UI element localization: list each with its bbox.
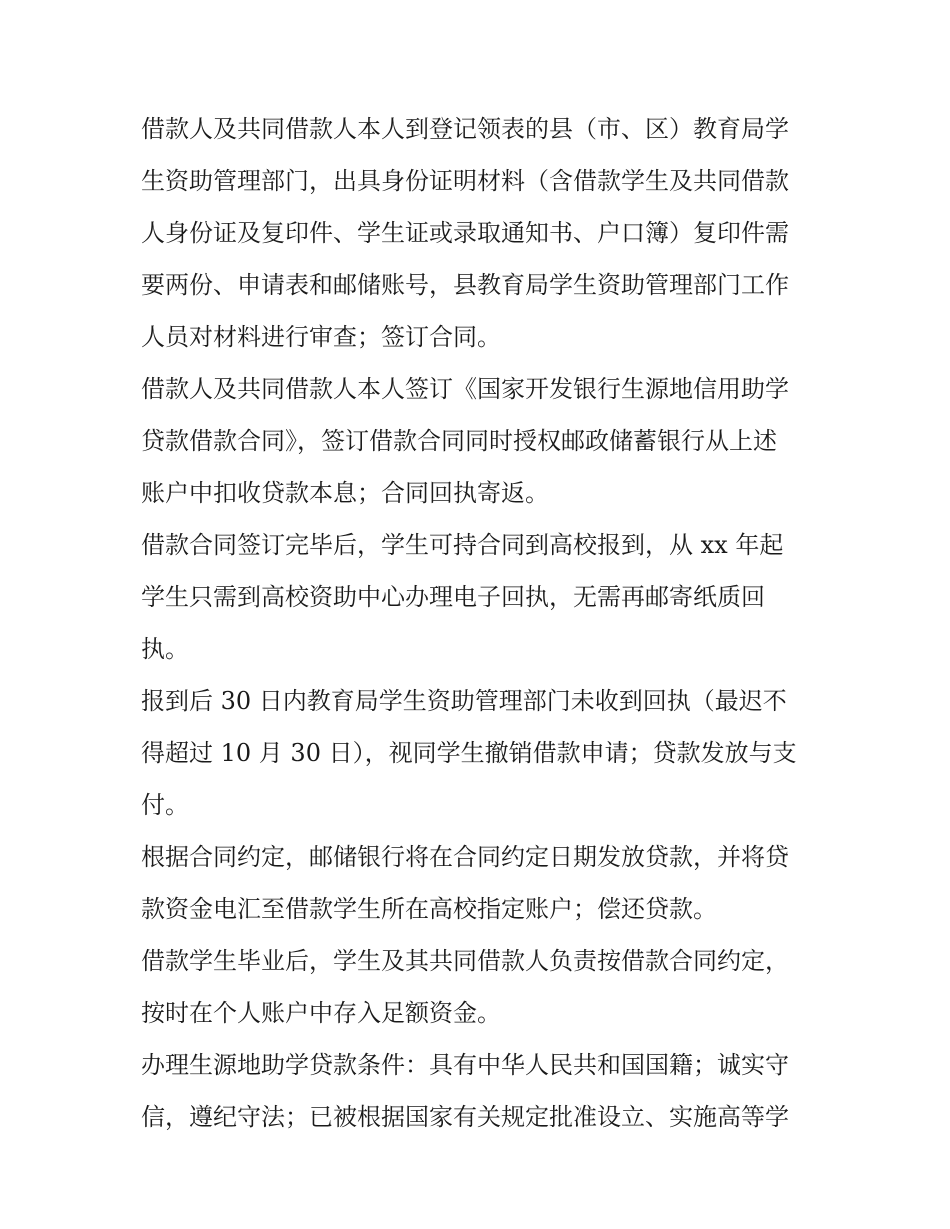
text-line: 生资助管理部门，出具身份证明材料（含借款学生及共同借款 [141,167,789,195]
text-line: 付。 [141,791,189,819]
paragraph-disbursement [141,831,813,935]
text-line: 按时在个人账户中存入足额资金。 [141,999,501,1027]
text-line: 人员对材料进行审查；签订合同。 [141,323,501,351]
text-line: 借款学生毕业后，学生及其共同借款人负责按借款合同约定， [141,947,789,975]
text-line: 借款人及共同借款人本人到登记领表的县（市、区）教育局学 [141,115,789,143]
paragraph-registration [141,103,813,363]
paragraph-repayment [141,935,813,1039]
text-line: 执。 [141,635,189,663]
text-line: 学生只需到高校资助中心办理电子回执，无需再邮寄纸质回 [141,583,765,611]
paragraph-receipt [141,519,813,675]
text-line: 信，遵纪守法；已被根据国家有关规定批准设立、实施高等学 [141,1103,789,1131]
text-line: 款资金电汇至借款学生所在高校指定账户；偿还贷款。 [141,895,717,923]
text-line: 根据合同约定，邮储银行将在合同约定日期发放贷款，并将贷 [141,843,789,871]
text-line: 要两份、申请表和邮储账号，县教育局学生资助管理部门工作 [141,271,789,299]
text-line: 办理生源地助学贷款条件：具有中华人民共和国国籍；诚实守 [141,1051,789,1079]
text-line: 借款人及共同借款人本人签订《国家开发银行生源地信用助学 [141,375,789,403]
text-line: 借款合同签订完毕后，学生可持合同到高校报到，从 xx 年起 [141,531,784,559]
text-line: 得超过 10 月 30 日），视同学生撤销借款申请；贷款发放与支 [141,739,797,767]
text-line: 账户中扣收贷款本息；合同回执寄返。 [141,479,549,507]
paragraph-contract-signing [141,363,813,519]
document-body [141,103,813,1143]
text-line: 贷款借款合同》，签订借款合同同时授权邮政储蓄银行从上述 [141,427,777,455]
paragraph-deadline [141,675,813,831]
text-line: 报到后 30 日内教育局学生资助管理部门未收到回执（最迟不 [141,687,787,715]
text-line: 人身份证及复印件、学生证或录取通知书、户口簿）复印件需 [141,219,789,247]
paragraph-conditions [141,1039,813,1143]
